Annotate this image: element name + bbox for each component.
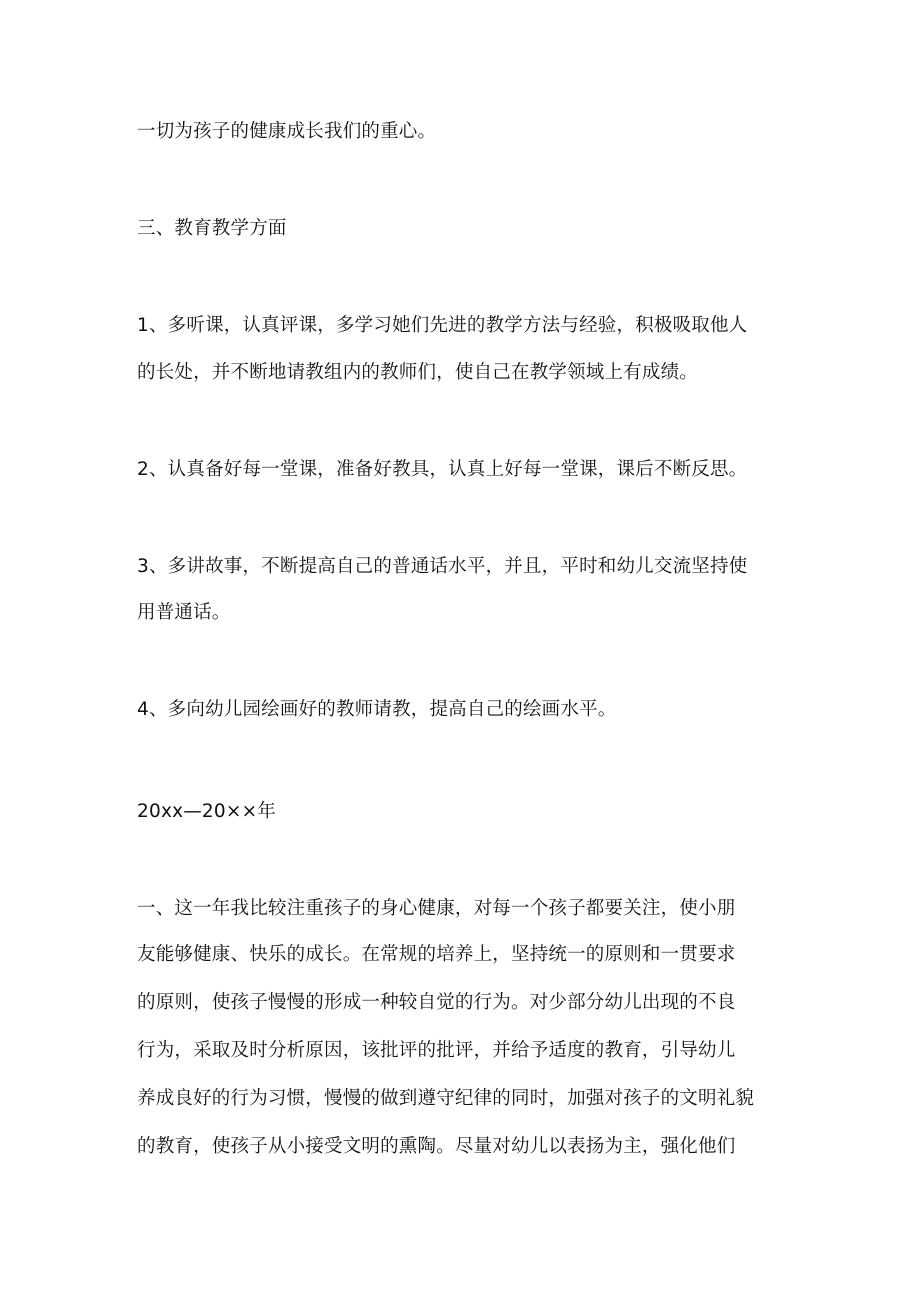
text-line: 2、认真备好每一堂课，准备好教具，认真上好每一堂课，课后不断反思。	[137, 459, 748, 480]
text-line: 养成良好的行为习惯，慢慢的做到遵守纪律的同时，加强对孩子的文明礼貌	[137, 1088, 755, 1109]
text-line: 4、多向幼儿园绘画好的教师请教，提高自己的绘画水平。	[137, 699, 617, 720]
text-line: 的教育，使孩子从小接受文明的熏陶。尽量对幼儿以表扬为主，强化他们	[137, 1136, 736, 1157]
text-line: 的长处，并不断地请教组内的教师们，使自己在教学领域上有成绩。	[137, 362, 699, 383]
text-line: 一切为孩子的健康成长我们的重心。	[137, 121, 437, 142]
section-heading: 三、教育教学方面	[137, 218, 287, 239]
text-line: 行为，采取及时分析原因，该批评的批评，并给予适度的教育，引导幼儿	[137, 1040, 736, 1061]
text-line: 用普通话。	[137, 602, 231, 623]
text-line: 3、多讲故事，不断提高自己的普通话水平，并且，平时和幼儿交流坚持使	[137, 556, 748, 577]
text-line: 1、多听课，认真评课，多学习她们先进的教学方法与经验，积极吸取他人	[137, 315, 748, 336]
text-line: 友能够健康、快乐的成长。在常规的培养上，坚持统一的原则和一贯要求	[137, 944, 736, 965]
text-line: 一、这一年我比较注重孩子的身心健康，对每一个孩子都要关注，使小朋	[137, 898, 736, 919]
year-heading: 20xx—20××年	[137, 801, 276, 822]
text-line: 的原则，使孩子慢慢的形成一种较自觉的行为。对少部分幼儿出现的不良	[137, 992, 736, 1013]
